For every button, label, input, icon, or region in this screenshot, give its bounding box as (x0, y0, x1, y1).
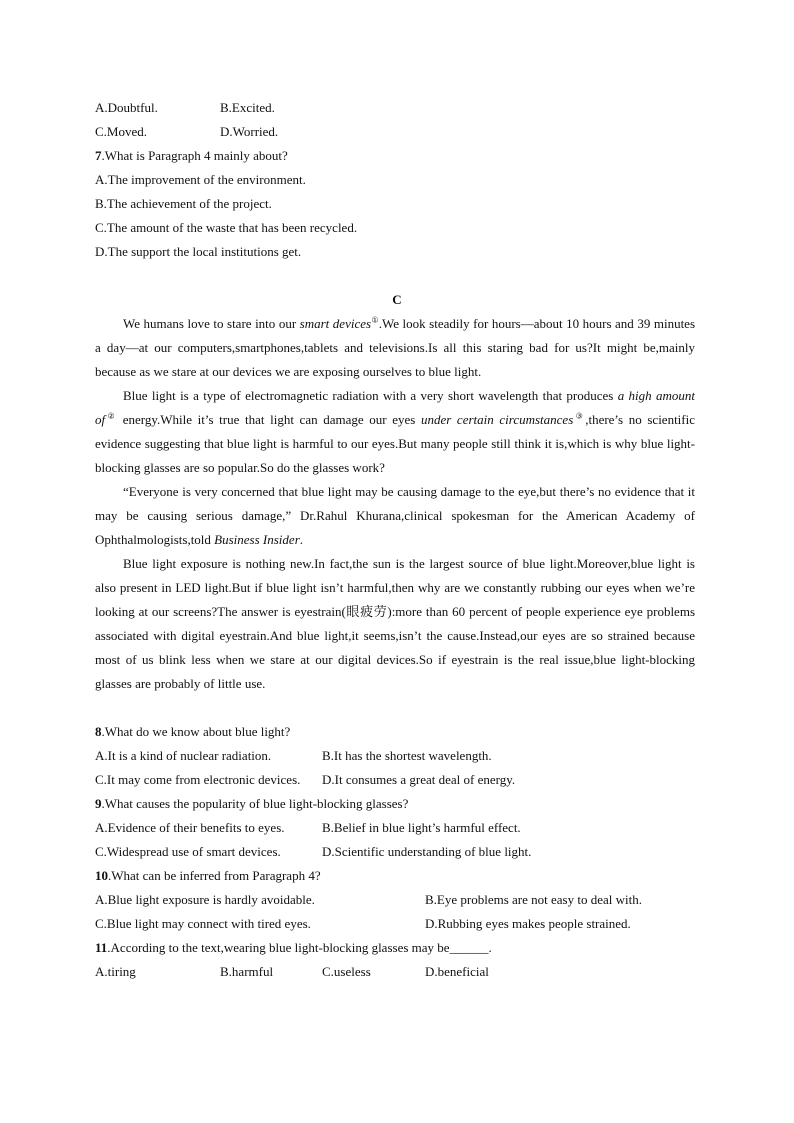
q8-option-d: D.It consumes a great deal of energy. (322, 772, 516, 787)
p1-footnote-mark: ① (371, 315, 379, 325)
q11-option-d: D.beneficial (425, 964, 489, 979)
p2-italic-term-2: under certain circumstances (420, 412, 574, 427)
question-number: 10 (95, 868, 108, 883)
prev-option-b: B.Excited. (220, 100, 275, 115)
question-10 (95, 868, 321, 884)
q7-option-b: B.The achievement of the project. (95, 196, 272, 211)
q11-option-b: B.harmful (220, 964, 274, 979)
question-number: 11 (95, 940, 108, 955)
q11-option-c: C.useless (322, 964, 371, 979)
q11-option-a: A.tiring (95, 964, 136, 979)
passage-paragraph-1 (95, 312, 695, 384)
q9-option-d: D.Scientific understanding of blue light. (322, 844, 532, 859)
p1-italic-term: smart devices (299, 316, 372, 331)
q7-option-a: A.The improvement of the environment. (95, 172, 306, 187)
p2-italic-term-1: a high amount of (95, 388, 695, 427)
prev-option-a: A.Doubtful. (95, 100, 158, 115)
question-stem: .What is Paragraph 4 mainly about? (101, 148, 288, 163)
p2-text-b: energy.While it’s true that light can damage our eyes (117, 412, 421, 427)
q10-option-d: D.Rubbing eyes makes people strained. (425, 916, 631, 931)
passage-heading: C (392, 292, 402, 307)
question-stem: .According to the text,wearing blue light-blocking glasses may be______. (107, 940, 492, 955)
passage-paragraph-4: Blue light exposure is nothing new.In fact,the sun is the largest source of blue light.Moreover,blue light is also present in LED light.But if blue light isn’t harmful,then why are we constantly rubbing our eyes when we’re looking at our screens?The answer is eyestrain(眼疲劳):more than 60 percent of people experience eye problems associated with digital eyestrain.And blue light,it seems,isn’t the cause.Instead,our eyes are so strained because most of us blink less when we stare at our digital devices.So if eyestrain is the real issue,blue light-blocking glasses are probably of little use. (95, 556, 695, 691)
question-number: 8 (95, 724, 102, 739)
question-stem: .What causes the popularity of blue light-blocking glasses? (101, 796, 409, 811)
q10-option-a: A.Blue light exposure is hardly avoidable. (95, 892, 315, 907)
p3-text-a: “Everyone is very concerned that blue light may be causing damage to the eye,but there’s no evidence that it may be causing serious damage,” Dr.Rahul Khurana,clinical spokesman for the American Academy of Ophthalmologists,told (95, 484, 695, 547)
passage-paragraph-3 (95, 480, 695, 552)
q7-option-d: D.The support the local institutions get. (95, 244, 302, 259)
question-number: 7 (95, 148, 102, 163)
p1-text-b: .We look steadily for hours—about 10 hours and 39 minutes a day—at our computers,smartphones,tablets and televisions.Is all this staring bad for us?It might be,mainly because as we stare at our devices we are exposing ourselves to blue light. (95, 316, 696, 379)
question-8 (95, 724, 290, 740)
p2-text-c: ,there’s no scientific evidence suggesting that blue light is harmful to our eyes.But many people still think it is,which is why blue light-blocking glasses are so popular.So do the glasses work? (95, 412, 696, 475)
question-stem: .What can be inferred from Paragraph 4? (108, 868, 321, 883)
q7-option-c: C.The amount of the waste that has been recycled. (95, 220, 358, 235)
q10-option-b: B.Eye problems are not easy to deal with. (425, 892, 642, 907)
p3-italic-source: Business Insider (214, 532, 300, 547)
q8-option-c: C.It may come from electronic devices. (95, 772, 301, 787)
passage-paragraph-2 (95, 384, 695, 480)
q9-option-a: A.Evidence of their benefits to eyes. (95, 820, 285, 835)
q10-option-c: C.Blue light may connect with tired eyes. (95, 916, 311, 931)
prev-option-c: C.Moved. (95, 124, 147, 139)
question-stem: .What do we know about blue light? (101, 724, 291, 739)
p3-text-b: . (299, 532, 304, 547)
p2-footnote-mark-2: ③ (573, 411, 586, 421)
prev-option-d: D.Worried. (220, 124, 279, 139)
question-7 (95, 148, 288, 164)
q9-option-c: C.Widespread use of smart devices. (95, 844, 281, 859)
p2-text-a: Blue light is a type of electromagnetic radiation with a very short wavelength that produces (123, 388, 618, 403)
p2-footnote-mark-1: ② (105, 411, 118, 421)
p1-text-a: We humans love to stare into our (123, 316, 300, 331)
question-number: 9 (95, 796, 102, 811)
question-9 (95, 796, 408, 812)
q8-option-b: B.It has the shortest wavelength. (322, 748, 492, 763)
q8-option-a: A.It is a kind of nuclear radiation. (95, 748, 272, 763)
question-11 (95, 940, 492, 956)
q9-option-b: B.Belief in blue light’s harmful effect. (322, 820, 521, 835)
